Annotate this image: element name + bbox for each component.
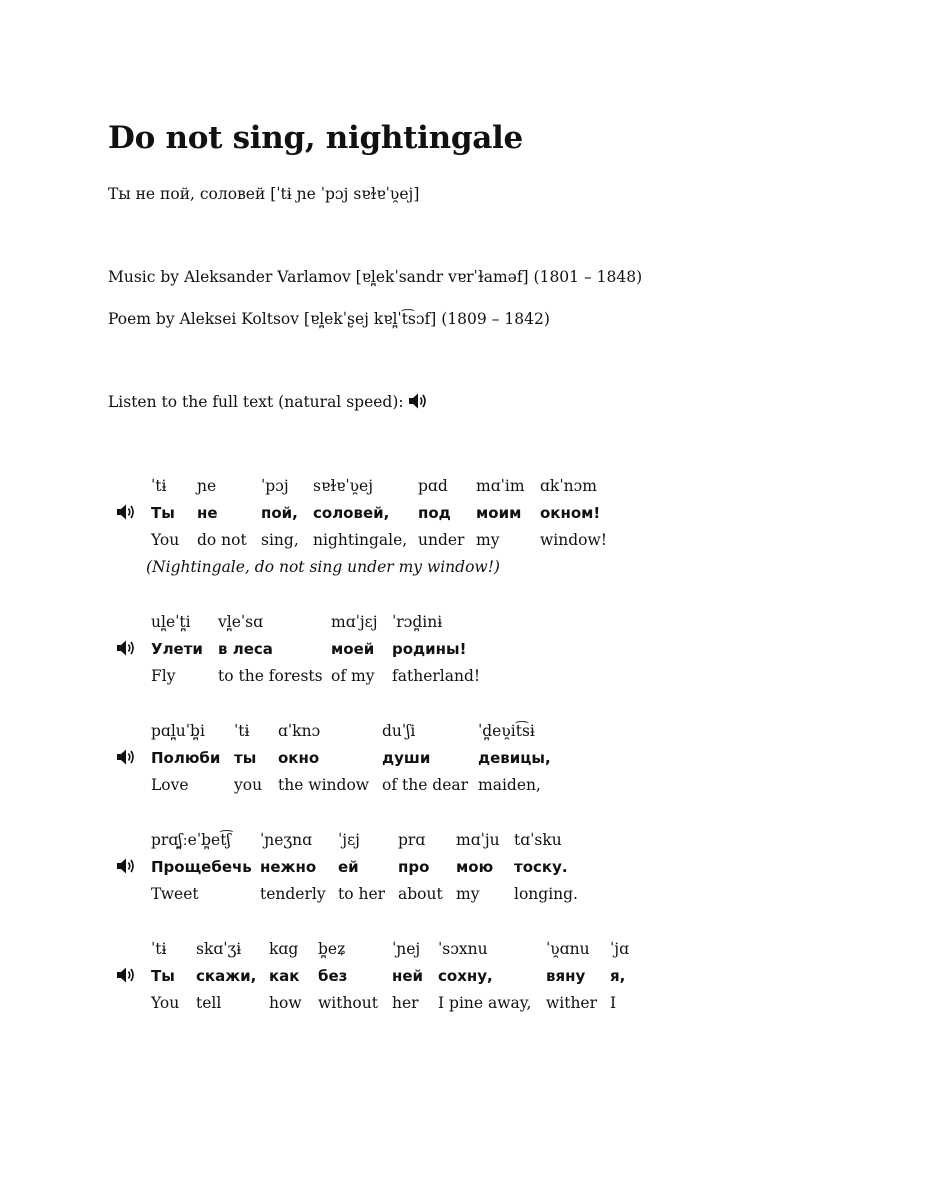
english-word: how	[269, 994, 302, 1012]
ipa-word: ˈpɔj	[261, 477, 289, 495]
ipa-word: duˈʃi	[382, 722, 416, 740]
ipa-word: pɑd	[418, 477, 448, 495]
russian-word: девицы,	[478, 749, 551, 767]
english-word: nightingale,	[313, 531, 408, 549]
russian-word: души	[382, 749, 431, 767]
ipa-word: skɑˈʒɨ	[196, 940, 242, 958]
speaker-icon[interactable]	[408, 392, 428, 410]
speaker-icon[interactable]	[116, 966, 136, 984]
ipa-word: ˈɲej	[392, 940, 421, 958]
ipa-word: ˈsɔxnu	[438, 940, 488, 958]
ipa-word: ˈjɑ	[610, 940, 629, 958]
ipa-word: ˈjɛj	[338, 831, 360, 849]
english-word: do not	[197, 531, 247, 549]
russian-word: окном!	[540, 504, 601, 522]
english-word: to her	[338, 885, 386, 903]
russian-word: под	[418, 504, 451, 522]
english-word: sing,	[261, 531, 299, 549]
russian-word: не	[197, 504, 218, 522]
english-word: You	[151, 994, 180, 1012]
english-word: you	[234, 776, 263, 794]
russian-word: Прощебечь	[151, 858, 252, 876]
ipa-word: ɑkˈnɔm	[540, 477, 597, 495]
russian-word: моим	[476, 504, 522, 522]
english-word: under	[418, 531, 465, 549]
ipa-word: ˈtɨ	[151, 940, 167, 958]
ipa-word: tɑˈsku	[514, 831, 562, 849]
music-credit: Music by Aleksander Varlamov [ɐl̪ekˈsandr vɐrˈɫaməf] (1801 – 1848)	[108, 268, 643, 286]
listen-full-text	[108, 392, 428, 412]
russian-word: вяну	[546, 967, 586, 985]
ipa-word: b̪eʑ	[318, 940, 346, 958]
english-word: my	[476, 531, 500, 549]
english-word: I pine away,	[438, 994, 532, 1012]
speaker-icon[interactable]	[116, 748, 136, 766]
english-word: Fly	[151, 667, 176, 685]
russian-word: сохну,	[438, 967, 493, 985]
english-word: to the forests	[218, 667, 323, 685]
english-word: of my	[331, 667, 375, 685]
ipa-word: mɑˈju	[456, 831, 500, 849]
english-word: tell	[196, 994, 222, 1012]
speaker-icon[interactable]	[116, 503, 136, 521]
ipa-word: ˈtɨ	[151, 477, 167, 495]
russian-word: ты	[234, 749, 257, 767]
ipa-word: prɑʃ̪ːeˈb̪et͡ʃ	[151, 831, 231, 849]
russian-word: Улети	[151, 640, 203, 658]
ipa-word: ˈɲeʒnɑ	[260, 831, 313, 849]
stanza-translation: (Nightingale, do not sing under my window!)	[146, 558, 500, 576]
russian-word: как	[269, 967, 300, 985]
ipa-word: ˈtɨ	[234, 722, 250, 740]
speaker-icon[interactable]	[116, 639, 136, 657]
russian-word: мою	[456, 858, 494, 876]
english-word: tenderly	[260, 885, 326, 903]
russian-word: моей	[331, 640, 375, 658]
ipa-word: ˈd̪eʋ̯it͡sɨ	[478, 722, 535, 740]
english-word: without	[318, 994, 378, 1012]
russian-word: соловей,	[313, 504, 390, 522]
subtitle-russian-title: Ты не пой, соловей [ˈtɨ ɲe ˈpɔj sɐɫɐˈʋ̯ej]	[108, 185, 420, 203]
poem-credit: Poem by Aleksei Koltsov [ɐl̪ekˈʂej kɐl̪ˈt͡sɔf] (1809 – 1842)	[108, 310, 550, 328]
english-word: I	[610, 994, 617, 1012]
ipa-word: prɑ	[398, 831, 426, 849]
english-word: about	[398, 885, 443, 903]
english-word: Tweet	[151, 885, 199, 903]
ipa-word: ˈʋ̯ɑnu	[546, 940, 590, 958]
english-word: Love	[151, 776, 189, 794]
russian-word: ней	[392, 967, 424, 985]
ipa-word: mɑˈjɛj	[331, 613, 378, 631]
russian-word: скажи,	[196, 967, 257, 985]
english-word: fatherland!	[392, 667, 481, 685]
russian-word: родины!	[392, 640, 467, 658]
ipa-word: ɑˈknɔ	[278, 722, 321, 740]
russian-word: тоску.	[514, 858, 568, 876]
english-word: You	[151, 531, 180, 549]
english-word: of the dear	[382, 776, 469, 794]
english-word: the window	[278, 776, 370, 794]
english-word: my	[456, 885, 480, 903]
ipa-word: sɐɫɐˈʋ̯ej	[313, 477, 373, 495]
russian-word: нежно	[260, 858, 317, 876]
english-word: maiden,	[478, 776, 541, 794]
page-title: Do not sing, nightingale	[108, 120, 523, 156]
english-word: window!	[540, 531, 607, 549]
english-word: her	[392, 994, 419, 1012]
russian-word: ей	[338, 858, 359, 876]
ipa-word: vl̪eˈsɑ	[218, 613, 264, 631]
speaker-icon[interactable]	[116, 857, 136, 875]
russian-word: окно	[278, 749, 320, 767]
english-word: wither	[546, 994, 598, 1012]
russian-word: пой,	[261, 504, 298, 522]
english-word: longing.	[514, 885, 578, 903]
russian-word: без	[318, 967, 348, 985]
ipa-word: ɲe	[197, 477, 217, 495]
ipa-word: mɑˈim	[476, 477, 525, 495]
russian-word: Ты	[151, 504, 175, 522]
ipa-word: kɑg	[269, 940, 299, 958]
russian-word: Ты	[151, 967, 175, 985]
ipa-word: pɑl̪uˈb̪i	[151, 722, 205, 740]
russian-word: про	[398, 858, 430, 876]
russian-word: в леса	[218, 640, 273, 658]
ipa-word: ˈrɔd̪inɨ	[392, 613, 443, 631]
ipa-word: ul̪eˈt̪i	[151, 613, 191, 631]
russian-word: я,	[610, 967, 626, 985]
listen-label: Listen to the full text (natural speed):	[108, 393, 404, 411]
russian-word: Полюби	[151, 749, 221, 767]
